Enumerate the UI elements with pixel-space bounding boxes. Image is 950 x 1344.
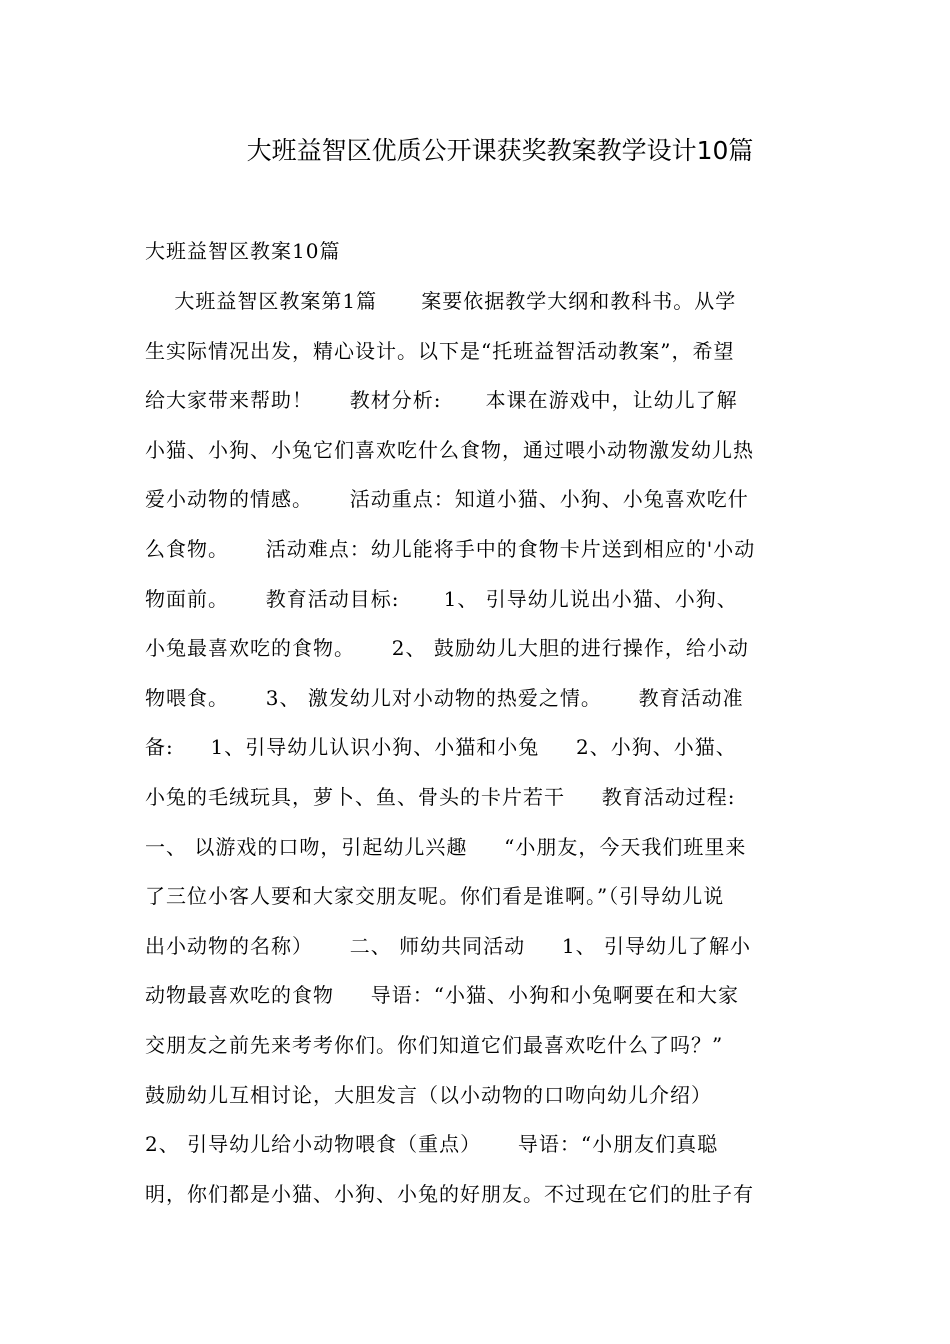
- body-line: 备: 1、引导幼儿认识小狗、小猫和小兔 2、小狗、小猫、: [145, 735, 737, 760]
- body-line: 么食物。 活动难点：幼儿能将手中的食物卡片送到相应的'小动: [145, 537, 756, 561]
- section-heading: 大班益智区教案10篇: [145, 239, 341, 263]
- body-line: 生实际情况出发，精心设计。以下是“托班益智活动教案”，希望: [145, 338, 735, 363]
- document-title: 大班益智区优质公开课获奖教案教学设计10篇: [246, 136, 754, 165]
- body-line: 小兔的毛绒玩具，萝卜、鱼、骨头的卡片若干 教育活动过程:: [145, 785, 736, 809]
- body-line: 动物最喜欢吃的食物 导语：“小猫、小狗和小兔啊要在和大家: [145, 983, 740, 1008]
- body-line: 了三位小客人要和大家交朋友呢。你们看是谁啊。”（引导幼儿说: [145, 884, 725, 909]
- body-line: 2、 引导幼儿给小动物喂食（重点） 导语：“小朋友们真聪: [145, 1132, 719, 1157]
- body-line: 物面前。 教育活动目标: 1、 引导幼儿说出小猫、小狗、: [145, 586, 738, 611]
- body-line: 小猫、小狗、小兔它们喜欢吃什么食物，通过喂小动物激发幼儿热: [145, 437, 754, 462]
- body-line: 给大家带来帮助！ 教材分析: 本课在游戏中，让幼儿了解: [145, 388, 738, 413]
- body-line: 明，你们都是小猫、小狗、小兔的好朋友。不过现在它们的肚子有: [145, 1181, 754, 1206]
- body-line: 大班益智区教案第1篇 案要依据教学大纲和教科书。从学: [145, 289, 737, 313]
- body-line: 物喂食。 3、 激发幼儿对小动物的热爱之情。 教育活动准: [145, 685, 744, 710]
- body-line: 小兔最喜欢吃的食物。 2、 鼓励幼儿大胆的进行操作，给小动: [145, 636, 749, 661]
- body-line: 鼓励幼儿互相讨论，大胆发言（以小动物的口吻向幼儿介绍）: [145, 1082, 712, 1107]
- body-line: 一、 以游戏的口吻，引起幼儿兴趣 “小朋友，今天我们班里来: [145, 834, 747, 859]
- body-line: 爱小动物的情感。 活动重点：知道小猫、小狗、小兔喜欢吃什: [145, 487, 749, 512]
- body-line: 出小动物的名称） 二、 师幼共同活动 1、 引导幼儿了解小: [145, 933, 752, 958]
- body-line: 交朋友之前先来考考你们。你们知道它们最喜欢吃什么了吗？”: [145, 1033, 724, 1057]
